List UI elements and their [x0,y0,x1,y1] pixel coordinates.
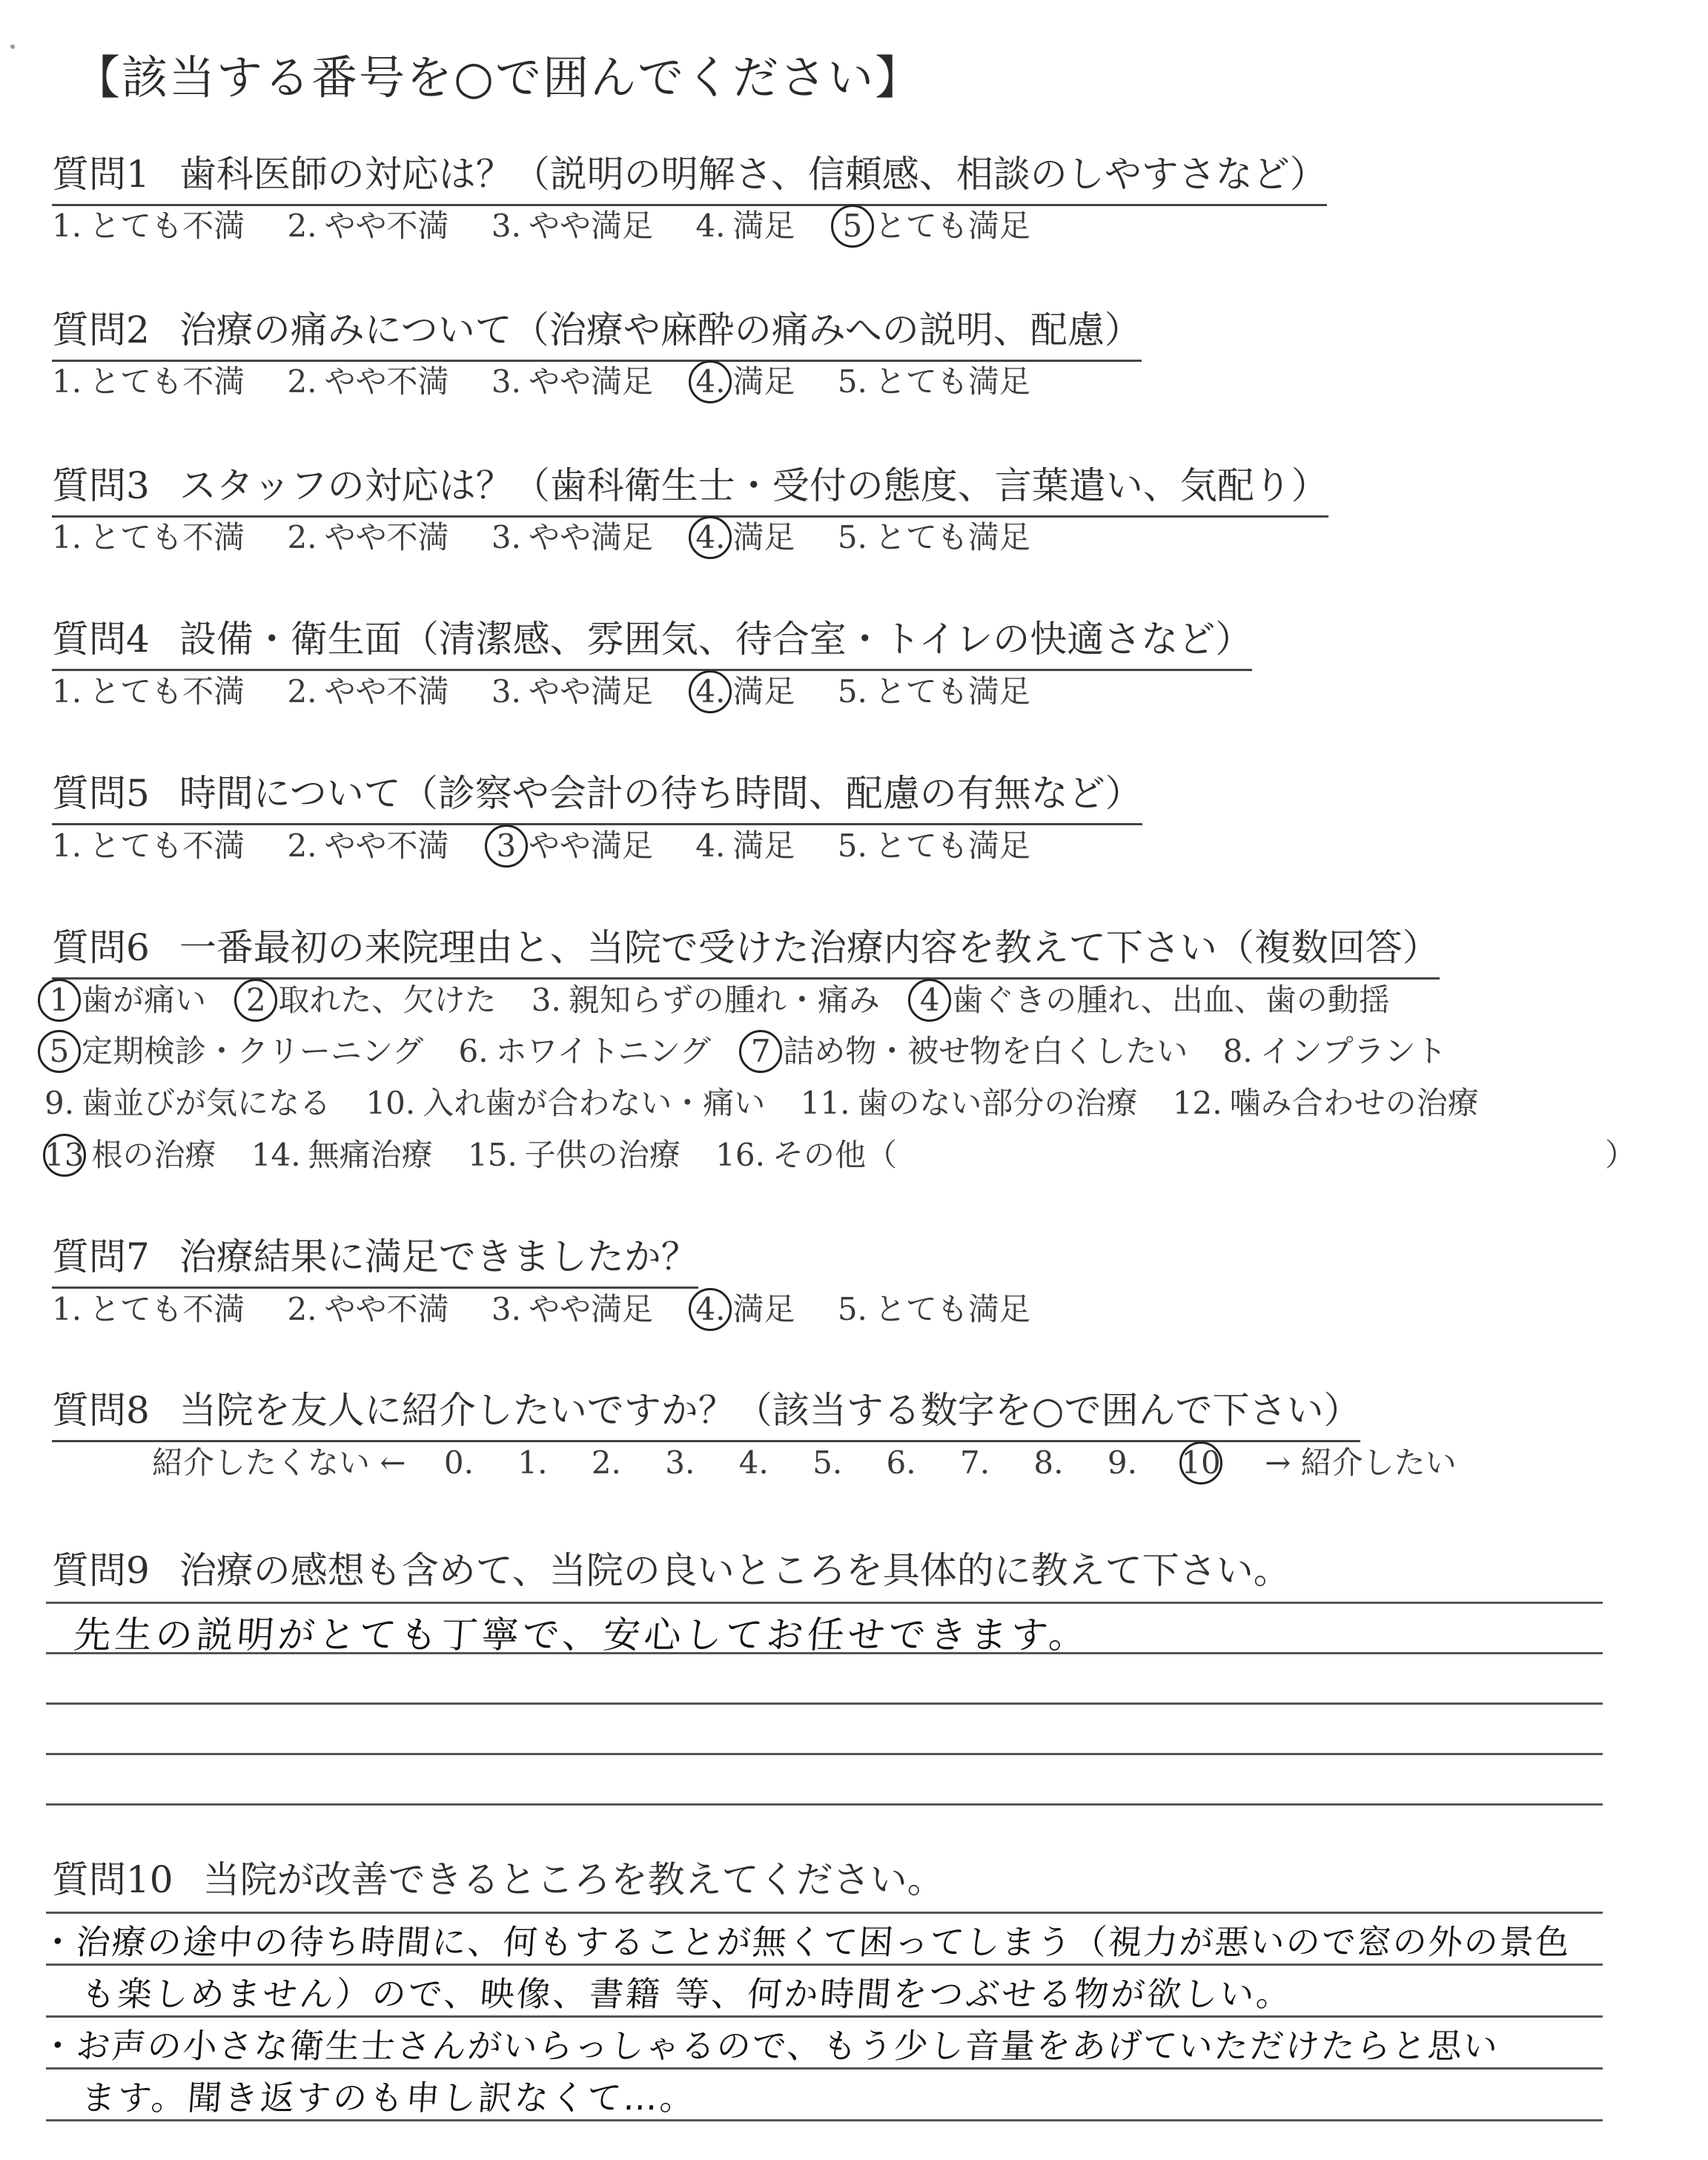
option-4-circled[interactable]: 4. 満足 [695,1291,795,1327]
option-5-circled[interactable]: 5 定期検診・クリーニング [44,1027,423,1071]
option-1-circled[interactable]: 1 歯が痛い [44,976,206,1020]
option-7-circled[interactable]: 7 詰め物・被せ物を白くしたい [746,1027,1188,1071]
question-2-heading [52,300,1142,362]
option-1[interactable]: 1. とても不満 [52,519,245,555]
question-4-heading [52,610,1252,671]
question-number: 質問4 [52,618,150,661]
option-15[interactable]: 15. 子供の治療 [468,1137,681,1173]
option-5[interactable]: 5. とても満足 [837,673,1030,710]
option-5[interactable]: 5. とても満足 [837,828,1030,864]
question-6-heading [52,918,1440,980]
page-title: 【該当する番号を○で囲んでください】 [74,50,923,105]
recommend-scale [152,1439,1635,1483]
scale-point-7[interactable]: 7. [959,1444,990,1481]
other-close-paren: ） [1605,1137,1637,1173]
option-13-circled[interactable]: 13 根の治療 [44,1137,216,1173]
handwritten-answer-q10-line-4: ます。聞き返すのも申し訳なくて…。 [79,2078,698,2118]
option-2[interactable]: 2. やや不満 [287,1291,449,1327]
scale-left-label: 紹介したくない ← [152,1444,406,1481]
scale-point-9[interactable]: 9. [1107,1444,1137,1481]
question-text: 治療の感想も含めて、当院の良いところを具体的に教えて下さい。 [179,1549,1291,1592]
option-5[interactable]: 5. とても満足 [837,363,1030,400]
question-number: 質問5 [52,772,150,815]
option-3[interactable]: 3. やや満足 [491,519,653,555]
option-4-circled[interactable]: 4. 満足 [695,363,795,400]
question-number: 質問3 [52,464,150,507]
option-5[interactable]: 5. とても満足 [837,1291,1030,1327]
scale-point-6[interactable]: 6. [886,1444,916,1481]
answer-line [46,1912,1603,1914]
answer-line [46,1753,1603,1755]
question-6-row-1 [44,976,1415,1020]
question-8-heading [52,1381,1360,1442]
option-3[interactable]: 3. 親知らずの腫れ・痛み [531,982,880,1018]
question-6-row-2 [44,1027,1472,1071]
scale-right-label: → 紹介したい [1265,1444,1457,1481]
question-number: 質問9 [52,1549,150,1592]
option-1[interactable]: 1. とても不満 [52,1291,245,1327]
question-7-heading [52,1227,698,1289]
option-4-circled[interactable]: 4 歯ぐきの腫れ、出血、歯の動揺 [915,976,1390,1020]
question-4-options [52,667,1063,712]
question-text: 当院が改善できるところを教えてください。 [202,1858,944,1901]
handwritten-answer-q10-line-1: ・治療の途中の待ち時間に、何もすることが無くて困ってしまう（視力が悪いので窓の外の景色 [39,1922,1572,1962]
option-1[interactable]: 1. とても不満 [52,828,245,864]
option-4-circled[interactable]: 4. 満足 [695,673,795,710]
option-1[interactable]: 1. とても不満 [52,208,245,244]
scale-point-8[interactable]: 8. [1033,1444,1064,1481]
option-2-circled[interactable]: 2 取れた、欠けた [241,976,496,1020]
question-1-heading [52,145,1327,206]
scale-point-3[interactable]: 3. [665,1444,695,1481]
answer-line [46,1803,1603,1806]
option-4[interactable]: 4. 満足 [695,208,795,244]
handwritten-answer-q10-line-3: ・お声の小さな衛生士さんがいらっしゃるので、もう少し音量をあげていただけたらと思い [39,2026,1500,2066]
option-1[interactable]: 1. とても不満 [52,363,245,400]
option-6[interactable]: 6. ホワイトニング [458,1033,711,1069]
option-3[interactable]: 3. やや満足 [491,673,653,710]
question-text: 当院を友人に紹介したいですか？（該当する数字を○で囲んで下さい） [179,1389,1361,1432]
option-11[interactable]: 11. 歯のない部分の治療 [800,1085,1138,1121]
question-6-row-4 [44,1131,922,1175]
scale-point-5[interactable]: 5. [812,1444,843,1481]
option-16[interactable]: 16. その他（ [715,1137,897,1173]
option-3[interactable]: 3. やや満足 [491,208,653,244]
option-9[interactable]: 9. 歯並びが気になる [44,1085,331,1121]
question-2-options [52,357,1063,402]
option-4-circled[interactable]: 4. 満足 [695,519,795,555]
answer-line [46,1702,1603,1705]
question-number: 質問1 [52,153,150,196]
question-number: 質問10 [52,1858,173,1901]
scale-point-4[interactable]: 4. [738,1444,769,1481]
question-number: 質問7 [52,1235,150,1278]
answer-line [46,1602,1603,1604]
option-1[interactable]: 1. とても不満 [52,673,245,710]
option-5[interactable]: 5. とても満足 [837,519,1030,555]
question-text: 治療結果に満足できましたか？ [179,1235,698,1278]
question-text: スタッフの対応は？（歯科衛生士・受付の態度、言葉遣い、気配り） [179,464,1328,507]
question-6-row-3 [44,1079,1504,1123]
option-2[interactable]: 2. やや不満 [287,208,449,244]
question-number: 質問8 [52,1389,150,1432]
question-text: 設備・衛生面（清潔感、雰囲気、待合室・トイレの快適さなど） [179,618,1253,661]
option-3-circled[interactable]: 3 やや満足 [491,822,653,866]
option-5-circled[interactable]: 5 とても満足 [838,202,1030,246]
handwritten-answer-q10-line-2: も楽しめません）ので、映像、書籍 等、何か時間をつぶせる物が欲しい。 [79,1974,1294,2014]
question-7-options [52,1285,1063,1330]
scale-point-1[interactable]: 1. [517,1444,548,1481]
option-2[interactable]: 2. やや不満 [287,673,449,710]
option-3[interactable]: 3. やや満足 [491,1291,653,1327]
option-2[interactable]: 2. やや不満 [287,828,449,864]
question-5-options [52,822,1063,866]
question-1-options [52,202,1063,246]
option-3[interactable]: 3. やや満足 [491,363,653,400]
option-14[interactable]: 14. 無痛治療 [251,1137,433,1173]
question-text: 治療の痛みについて（治療や麻酔の痛みへの説明、配慮） [179,308,1142,351]
scale-point-2[interactable]: 2. [591,1444,621,1481]
question-number: 質問6 [52,926,150,969]
question-number: 質問2 [52,308,150,351]
option-4[interactable]: 4. 満足 [695,828,795,864]
option-2[interactable]: 2. やや不満 [287,363,449,400]
scan-dot [10,44,15,49]
question-text: 時間について（診察や会計の待ち時間、配慮の有無など） [179,772,1142,815]
option-10[interactable]: 10. 入れ歯が合わない・痛い [365,1085,766,1121]
option-2[interactable]: 2. やや不満 [287,519,449,555]
question-3-options [52,513,1063,558]
question-text: 歯科医師の対応は？（説明の明解さ、信頼感、相談のしやすさなど） [179,153,1327,196]
question-text: 一番最初の来院理由と、当院で受けた治療内容を教えて下さい（複数回答） [179,926,1440,969]
scale-point-0[interactable]: 0. [443,1444,474,1481]
question-3-heading [52,456,1328,518]
question-10-heading [52,1850,944,1909]
option-8[interactable]: 8. インプラント [1222,1033,1447,1069]
question-9-heading [52,1541,1291,1600]
scale-point-10-circled[interactable]: 10 [1181,1444,1221,1481]
handwritten-answer-q9: 先生の説明がとても丁寧で、安心してお任せできます。 [72,1614,1091,1657]
option-12[interactable]: 12. 噛み合わせの治療 [1172,1085,1479,1121]
question-5-heading [52,764,1142,825]
